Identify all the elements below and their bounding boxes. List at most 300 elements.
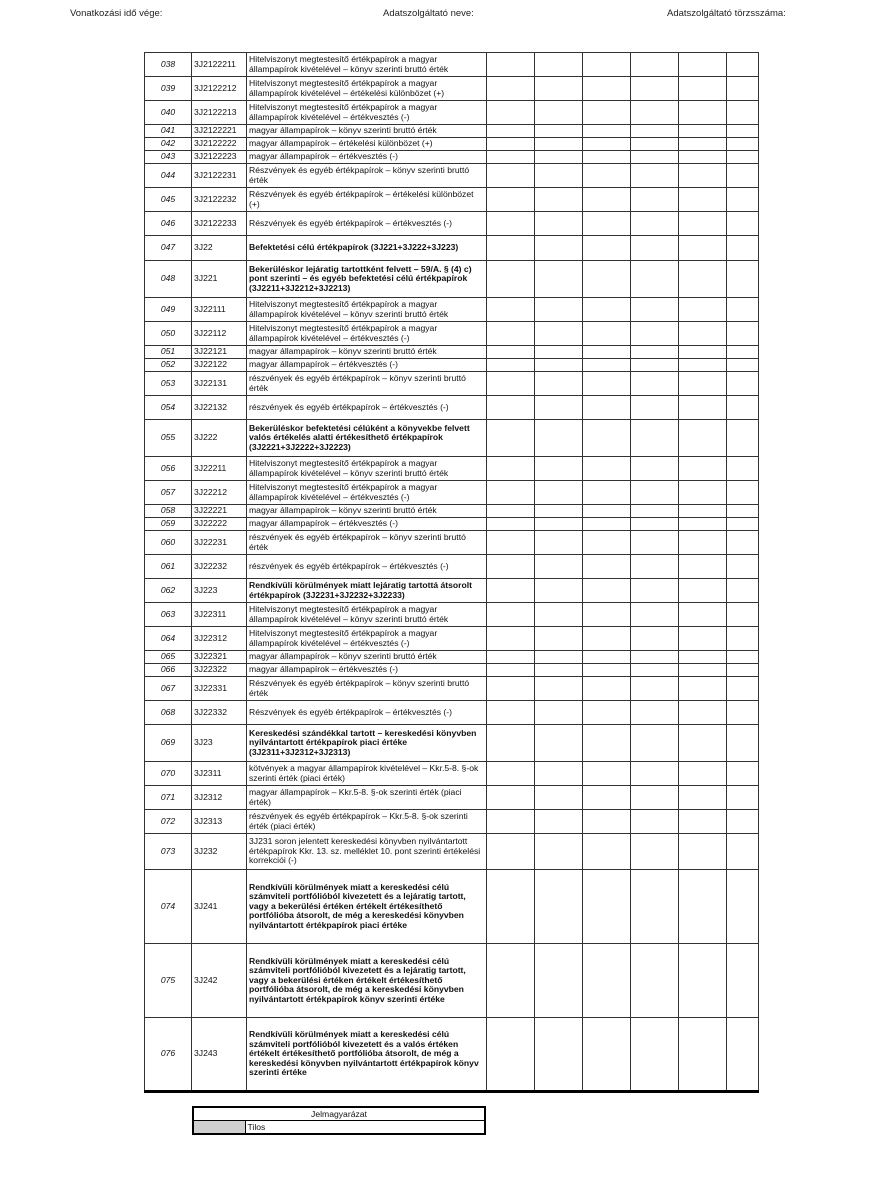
value-cell[interactable]	[487, 457, 535, 481]
value-cell[interactable]	[583, 870, 631, 944]
value-cell[interactable]	[535, 396, 583, 420]
value-cell[interactable]	[487, 138, 535, 151]
table-row	[145, 725, 759, 762]
value-cell[interactable]	[583, 125, 631, 138]
table-row	[145, 236, 759, 261]
row-number: 041	[145, 125, 192, 138]
header-provider-name-label: Adatszolgáltató neve:	[383, 8, 474, 19]
value-cell[interactable]	[487, 151, 535, 164]
legend-table	[192, 1106, 486, 1135]
value-cell[interactable]	[727, 651, 759, 664]
value-cell[interactable]	[487, 77, 535, 101]
value-cell[interactable]	[679, 579, 727, 603]
table-row	[145, 77, 759, 101]
value-cell[interactable]	[487, 188, 535, 212]
value-cell[interactable]	[535, 834, 583, 870]
value-cell[interactable]	[631, 579, 679, 603]
value-cell[interactable]	[727, 125, 759, 138]
value-cell[interactable]	[679, 346, 727, 359]
value-cell[interactable]	[679, 261, 727, 298]
value-cell[interactable]	[679, 457, 727, 481]
value-cell[interactable]	[535, 101, 583, 125]
value-cell[interactable]	[631, 53, 679, 77]
value-cell[interactable]	[487, 531, 535, 555]
value-cell[interactable]	[727, 420, 759, 457]
value-cell[interactable]	[679, 555, 727, 579]
value-cell[interactable]	[535, 346, 583, 359]
value-cell[interactable]	[535, 164, 583, 188]
value-cell[interactable]	[487, 346, 535, 359]
value-cell[interactable]	[631, 651, 679, 664]
value-cell[interactable]	[631, 77, 679, 101]
value-cell[interactable]	[727, 579, 759, 603]
table-row	[145, 212, 759, 236]
row-code: 3J22121	[192, 346, 247, 359]
value-cell[interactable]	[727, 701, 759, 725]
value-cell[interactable]	[487, 322, 535, 346]
value-cell[interactable]	[535, 125, 583, 138]
value-cell[interactable]	[631, 101, 679, 125]
value-cell[interactable]	[583, 322, 631, 346]
value-cell[interactable]	[727, 603, 759, 627]
value-cell[interactable]	[535, 627, 583, 651]
value-cell[interactable]	[631, 212, 679, 236]
table-row	[145, 627, 759, 651]
value-cell[interactable]	[727, 555, 759, 579]
value-cell[interactable]	[583, 834, 631, 870]
value-cell[interactable]	[631, 359, 679, 372]
value-cell[interactable]	[631, 944, 679, 1018]
row-description: részvények és egyéb értékpapírok – könyv szerinti bruttó érték	[247, 531, 487, 555]
row-code: 3J22332	[192, 701, 247, 725]
row-number: 066	[145, 664, 192, 677]
value-cell[interactable]	[679, 77, 727, 101]
table-row	[145, 762, 759, 786]
value-cell[interactable]	[631, 298, 679, 322]
value-cell[interactable]	[535, 701, 583, 725]
value-cell[interactable]	[679, 359, 727, 372]
value-cell[interactable]	[679, 870, 727, 944]
table-row	[145, 101, 759, 125]
value-cell[interactable]	[583, 298, 631, 322]
value-cell[interactable]	[679, 138, 727, 151]
value-cell[interactable]	[583, 603, 631, 627]
row-description: Részvények és egyéb értékpapírok – értékelési különbözet (+)	[247, 188, 487, 212]
value-cell[interactable]	[679, 725, 727, 762]
row-number: 050	[145, 322, 192, 346]
value-cell[interactable]	[631, 420, 679, 457]
value-cell[interactable]	[727, 261, 759, 298]
value-cell[interactable]	[535, 151, 583, 164]
value-cell[interactable]	[679, 164, 727, 188]
row-code: 3J22132	[192, 396, 247, 420]
value-cell[interactable]	[727, 627, 759, 651]
value-cell[interactable]	[487, 101, 535, 125]
value-cell[interactable]	[631, 786, 679, 810]
row-description: Hitelviszonyt megtestesítő értékpapírok a magyar állampapírok kivételével – értékvesztés (-)	[247, 322, 487, 346]
row-code: 3J22	[192, 236, 247, 261]
row-number: 047	[145, 236, 192, 261]
value-cell[interactable]	[631, 701, 679, 725]
value-cell[interactable]	[631, 481, 679, 505]
value-cell[interactable]	[487, 164, 535, 188]
value-cell[interactable]	[631, 346, 679, 359]
value-cell[interactable]	[631, 627, 679, 651]
value-cell[interactable]	[631, 531, 679, 555]
value-cell[interactable]	[487, 786, 535, 810]
value-cell[interactable]	[727, 359, 759, 372]
row-description: Részvények és egyéb értékpapírok – könyv szerinti bruttó érték	[247, 677, 487, 701]
value-cell[interactable]	[583, 627, 631, 651]
value-cell[interactable]	[583, 188, 631, 212]
row-number: 046	[145, 212, 192, 236]
legend-item-label: Tilos	[245, 1121, 485, 1135]
table-row	[145, 834, 759, 870]
value-cell[interactable]	[727, 53, 759, 77]
value-cell[interactable]	[679, 627, 727, 651]
value-cell[interactable]	[679, 298, 727, 322]
value-cell[interactable]	[631, 236, 679, 261]
value-cell[interactable]	[487, 762, 535, 786]
value-cell[interactable]	[583, 138, 631, 151]
value-cell[interactable]	[679, 786, 727, 810]
value-cell[interactable]	[535, 298, 583, 322]
value-cell[interactable]	[487, 579, 535, 603]
row-description: Hitelviszonyt megtestesítő értékpapírok a magyar állampapírok kivételével – könyv szerinti bruttó érték	[247, 298, 487, 322]
value-cell[interactable]	[535, 518, 583, 531]
value-cell[interactable]	[679, 101, 727, 125]
row-number: 044	[145, 164, 192, 188]
value-cell[interactable]	[727, 164, 759, 188]
value-cell[interactable]	[487, 505, 535, 518]
value-cell[interactable]	[679, 651, 727, 664]
value-cell[interactable]	[487, 664, 535, 677]
row-description: magyar állampapírok – könyv szerinti bruttó érték	[247, 346, 487, 359]
row-number: 049	[145, 298, 192, 322]
value-cell[interactable]	[535, 725, 583, 762]
value-cell[interactable]	[487, 261, 535, 298]
value-cell[interactable]	[679, 531, 727, 555]
value-cell[interactable]	[727, 725, 759, 762]
value-cell[interactable]	[535, 944, 583, 1018]
value-cell[interactable]	[727, 372, 759, 396]
value-cell[interactable]	[679, 810, 727, 834]
value-cell[interactable]	[583, 212, 631, 236]
table-row	[145, 322, 759, 346]
value-cell[interactable]	[631, 762, 679, 786]
row-number: 053	[145, 372, 192, 396]
value-cell[interactable]	[535, 212, 583, 236]
value-cell[interactable]	[583, 518, 631, 531]
value-cell[interactable]	[583, 531, 631, 555]
value-cell[interactable]	[535, 188, 583, 212]
value-cell[interactable]	[583, 725, 631, 762]
value-cell[interactable]	[535, 579, 583, 603]
value-cell[interactable]	[487, 518, 535, 531]
value-cell[interactable]	[535, 677, 583, 701]
table-row	[145, 151, 759, 164]
row-description: Hitelviszonyt megtestesítő értékpapírok a magyar állampapírok kivételével – könyv szerinti bruttó érték	[247, 457, 487, 481]
value-cell[interactable]	[487, 396, 535, 420]
value-cell[interactable]	[535, 870, 583, 944]
value-cell[interactable]	[727, 810, 759, 834]
value-cell[interactable]	[679, 151, 727, 164]
value-cell[interactable]	[727, 505, 759, 518]
row-number: 045	[145, 188, 192, 212]
value-cell[interactable]	[535, 810, 583, 834]
value-cell[interactable]	[583, 420, 631, 457]
value-cell[interactable]	[535, 372, 583, 396]
table-row	[145, 677, 759, 701]
value-cell[interactable]	[583, 77, 631, 101]
row-code: 3J22212	[192, 481, 247, 505]
value-cell[interactable]	[583, 944, 631, 1018]
value-cell[interactable]	[631, 834, 679, 870]
value-cell[interactable]	[583, 346, 631, 359]
row-code: 3J241	[192, 870, 247, 944]
value-cell[interactable]	[535, 261, 583, 298]
value-cell[interactable]	[727, 396, 759, 420]
value-cell[interactable]	[727, 212, 759, 236]
value-cell[interactable]	[631, 125, 679, 138]
value-cell[interactable]	[583, 372, 631, 396]
value-cell[interactable]	[487, 834, 535, 870]
value-cell[interactable]	[679, 603, 727, 627]
value-cell[interactable]	[727, 322, 759, 346]
value-cell[interactable]	[487, 236, 535, 261]
value-cell[interactable]	[727, 762, 759, 786]
value-cell[interactable]	[583, 505, 631, 518]
value-cell[interactable]	[487, 677, 535, 701]
value-cell[interactable]	[583, 786, 631, 810]
value-cell[interactable]	[631, 151, 679, 164]
value-cell[interactable]	[727, 101, 759, 125]
row-code: 3J22331	[192, 677, 247, 701]
row-number: 043	[145, 151, 192, 164]
value-cell[interactable]	[679, 372, 727, 396]
table-row	[145, 1018, 759, 1092]
value-cell[interactable]	[727, 518, 759, 531]
value-cell[interactable]	[679, 188, 727, 212]
value-cell[interactable]	[679, 481, 727, 505]
value-cell[interactable]	[535, 505, 583, 518]
value-cell[interactable]	[679, 505, 727, 518]
value-cell[interactable]	[727, 531, 759, 555]
value-cell[interactable]	[535, 420, 583, 457]
row-description: Bekerüléskor befektetési célúként a könyvekbe felvett valós értékelés alatti értékesíthető értékpapírok (3J2221+3J2222+3J2223)	[247, 420, 487, 457]
value-cell[interactable]	[727, 944, 759, 1018]
value-cell[interactable]	[727, 664, 759, 677]
row-number: 055	[145, 420, 192, 457]
value-cell[interactable]	[583, 1018, 631, 1092]
value-cell[interactable]	[487, 944, 535, 1018]
value-cell[interactable]	[727, 677, 759, 701]
value-cell[interactable]	[487, 555, 535, 579]
value-cell[interactable]	[583, 701, 631, 725]
value-cell[interactable]	[679, 212, 727, 236]
value-cell[interactable]	[727, 346, 759, 359]
value-cell[interactable]	[727, 138, 759, 151]
row-number: 073	[145, 834, 192, 870]
value-cell[interactable]	[583, 359, 631, 372]
value-cell[interactable]	[487, 870, 535, 944]
value-cell[interactable]	[487, 627, 535, 651]
row-code: 3J2313	[192, 810, 247, 834]
value-cell[interactable]	[487, 810, 535, 834]
value-cell[interactable]	[679, 125, 727, 138]
value-cell[interactable]	[487, 481, 535, 505]
value-cell[interactable]	[727, 1018, 759, 1092]
value-cell[interactable]	[679, 944, 727, 1018]
value-cell[interactable]	[679, 1018, 727, 1092]
value-cell[interactable]	[535, 786, 583, 810]
value-cell[interactable]	[535, 236, 583, 261]
value-cell[interactable]	[679, 396, 727, 420]
table-row	[145, 359, 759, 372]
value-cell[interactable]	[487, 701, 535, 725]
table-row	[145, 555, 759, 579]
row-description: részvények és egyéb értékpapírok – értékvesztés (-)	[247, 396, 487, 420]
value-cell[interactable]	[535, 359, 583, 372]
value-cell[interactable]	[631, 555, 679, 579]
value-cell[interactable]	[631, 164, 679, 188]
value-cell[interactable]	[583, 664, 631, 677]
value-cell[interactable]	[583, 261, 631, 298]
value-cell[interactable]	[535, 77, 583, 101]
value-cell[interactable]	[583, 236, 631, 261]
row-description: magyar állampapírok – Kkr.5-8. §-ok szerinti érték (piaci érték)	[247, 786, 487, 810]
value-cell[interactable]	[583, 810, 631, 834]
value-cell[interactable]	[679, 664, 727, 677]
value-cell[interactable]	[535, 531, 583, 555]
row-description: Hitelviszonyt megtestesítő értékpapírok a magyar állampapírok kivételével – könyv szerinti bruttó érték	[247, 53, 487, 77]
value-cell[interactable]	[535, 664, 583, 677]
value-cell[interactable]	[535, 481, 583, 505]
value-cell[interactable]	[727, 834, 759, 870]
value-cell[interactable]	[487, 125, 535, 138]
value-cell[interactable]	[583, 651, 631, 664]
row-number: 054	[145, 396, 192, 420]
table-row	[145, 298, 759, 322]
row-number: 064	[145, 627, 192, 651]
value-cell[interactable]	[631, 457, 679, 481]
value-cell[interactable]	[487, 651, 535, 664]
value-cell[interactable]	[535, 322, 583, 346]
value-cell[interactable]	[727, 151, 759, 164]
value-cell[interactable]	[679, 420, 727, 457]
value-cell[interactable]	[583, 164, 631, 188]
value-cell[interactable]	[631, 603, 679, 627]
value-cell[interactable]	[631, 396, 679, 420]
value-cell[interactable]	[727, 298, 759, 322]
value-cell[interactable]	[679, 701, 727, 725]
value-cell[interactable]	[487, 212, 535, 236]
value-cell[interactable]	[535, 457, 583, 481]
value-cell[interactable]	[679, 518, 727, 531]
row-code: 3J22311	[192, 603, 247, 627]
row-description: Befektetési célú értékpapírok (3J221+3J222+3J223)	[247, 236, 487, 261]
row-code: 3J2312	[192, 786, 247, 810]
value-cell[interactable]	[583, 677, 631, 701]
value-cell[interactable]	[535, 555, 583, 579]
value-cell[interactable]	[631, 810, 679, 834]
value-cell[interactable]	[631, 322, 679, 346]
value-cell[interactable]	[487, 372, 535, 396]
value-cell[interactable]	[679, 322, 727, 346]
value-cell[interactable]	[535, 53, 583, 77]
value-cell[interactable]	[583, 555, 631, 579]
row-number: 052	[145, 359, 192, 372]
value-cell[interactable]	[727, 457, 759, 481]
value-cell[interactable]	[487, 725, 535, 762]
value-cell[interactable]	[583, 762, 631, 786]
table-row	[145, 664, 759, 677]
value-cell[interactable]	[583, 481, 631, 505]
value-cell[interactable]	[631, 677, 679, 701]
row-number: 068	[145, 701, 192, 725]
value-cell[interactable]	[535, 1018, 583, 1092]
value-cell[interactable]	[631, 261, 679, 298]
value-cell[interactable]	[487, 298, 535, 322]
value-cell[interactable]	[487, 1018, 535, 1092]
value-cell[interactable]	[535, 603, 583, 627]
value-cell[interactable]	[679, 834, 727, 870]
value-cell[interactable]	[631, 1018, 679, 1092]
row-number: 072	[145, 810, 192, 834]
value-cell[interactable]	[583, 396, 631, 420]
value-cell[interactable]	[583, 101, 631, 125]
value-cell[interactable]	[631, 188, 679, 212]
row-description: részvények és egyéb értékpapírok – könyv szerinti bruttó érték	[247, 372, 487, 396]
table-row	[145, 944, 759, 1018]
table-row	[145, 138, 759, 151]
row-description: Hitelviszonyt megtestesítő értékpapírok a magyar állampapírok kivételével – értékelési különbözet (+)	[247, 77, 487, 101]
row-code: 3J242	[192, 944, 247, 1018]
value-cell[interactable]	[679, 762, 727, 786]
value-cell[interactable]	[583, 579, 631, 603]
row-number: 062	[145, 579, 192, 603]
value-cell[interactable]	[679, 236, 727, 261]
value-cell[interactable]	[679, 53, 727, 77]
value-cell[interactable]	[487, 359, 535, 372]
value-cell[interactable]	[487, 53, 535, 77]
value-cell[interactable]	[631, 372, 679, 396]
value-cell[interactable]	[583, 457, 631, 481]
value-cell[interactable]	[583, 151, 631, 164]
row-description: 3J231 soron jelentett kereskedési könyvben nyilvántartott értékpapírok Kkr. 13. sz. melléklet 10. pont szerinti értékelési korrekciói (-)	[247, 834, 487, 870]
value-cell[interactable]	[631, 138, 679, 151]
value-cell[interactable]	[631, 870, 679, 944]
value-cell[interactable]	[631, 725, 679, 762]
value-cell[interactable]	[727, 188, 759, 212]
value-cell[interactable]	[631, 664, 679, 677]
row-number: 058	[145, 505, 192, 518]
value-cell[interactable]	[727, 481, 759, 505]
value-cell[interactable]	[487, 603, 535, 627]
value-cell[interactable]	[727, 786, 759, 810]
value-cell[interactable]	[727, 77, 759, 101]
value-cell[interactable]	[631, 518, 679, 531]
value-cell[interactable]	[583, 53, 631, 77]
value-cell[interactable]	[727, 236, 759, 261]
value-cell[interactable]	[535, 138, 583, 151]
value-cell[interactable]	[631, 505, 679, 518]
value-cell[interactable]	[535, 651, 583, 664]
value-cell[interactable]	[487, 420, 535, 457]
value-cell[interactable]	[535, 762, 583, 786]
value-cell[interactable]	[727, 870, 759, 944]
value-cell[interactable]	[679, 677, 727, 701]
